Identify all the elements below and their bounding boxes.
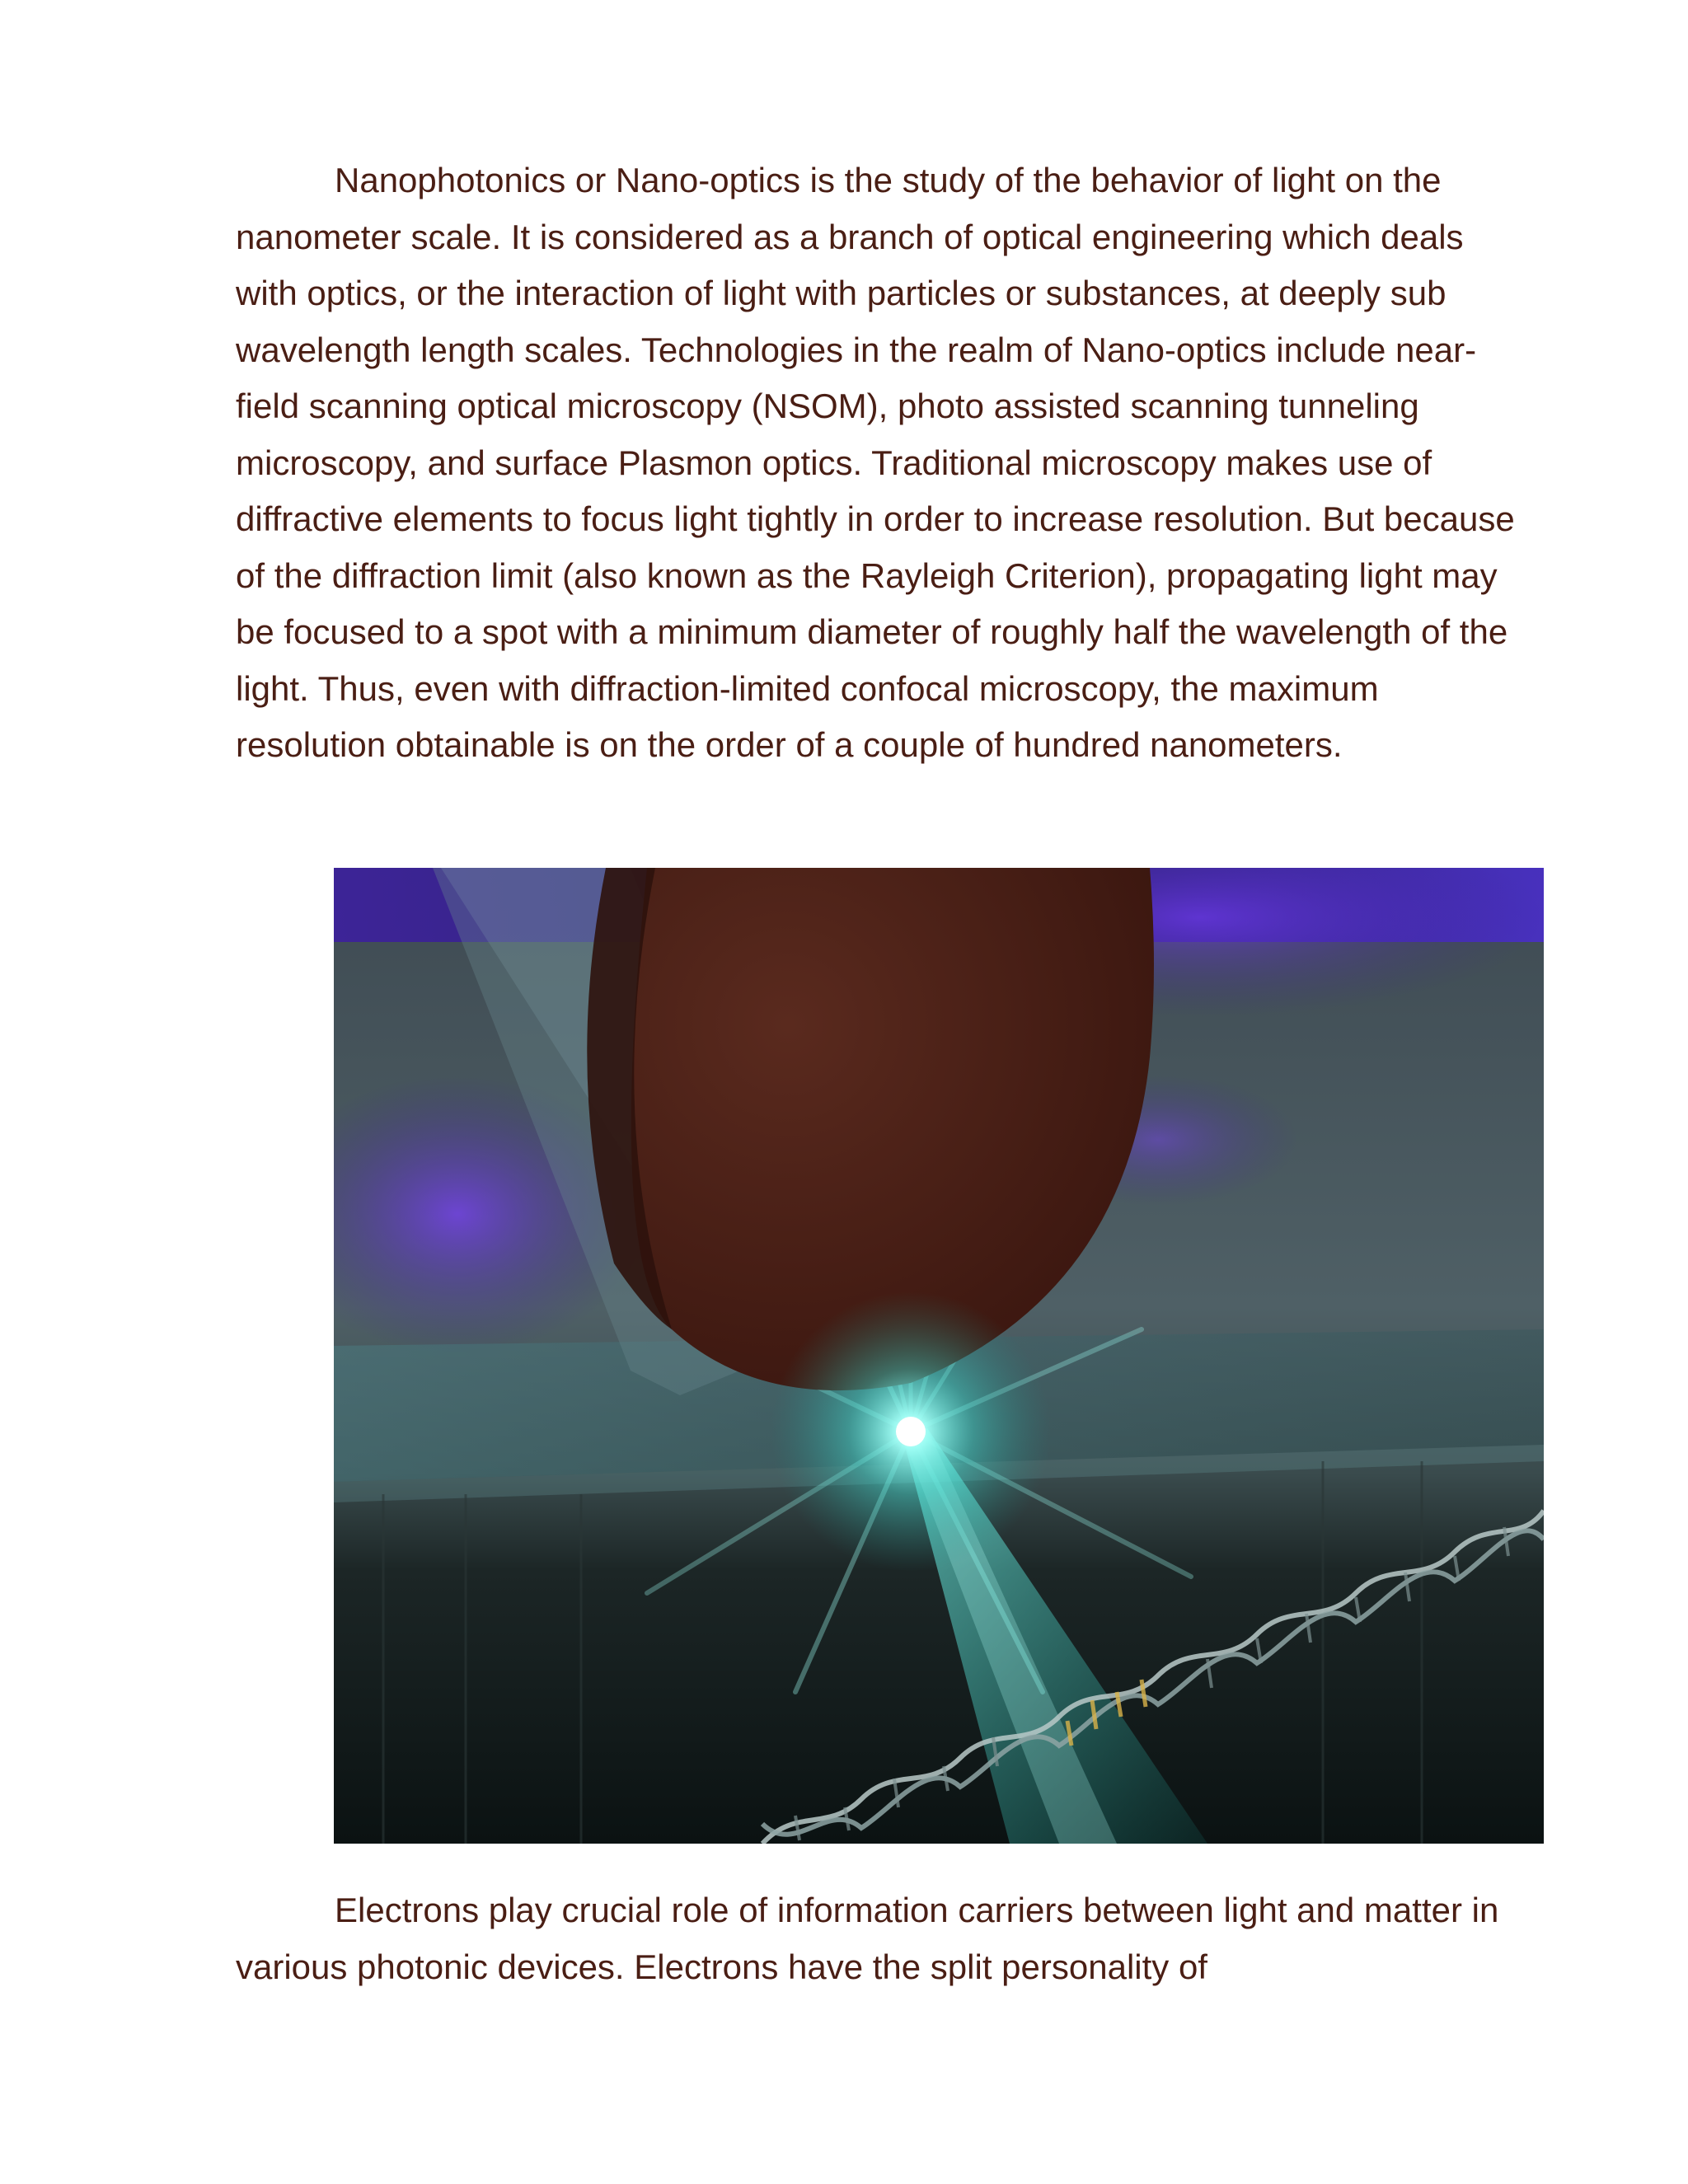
paragraph-2: [236, 1882, 1522, 1995]
paragraph-2-text: Electrons play crucial role of information carriers between light and matter in various photonic devices. Electrons have the split personality of: [236, 1891, 1499, 1986]
paragraph-1: [236, 152, 1522, 774]
paragraph-1-text: Nanophotonics or Nano-optics is the study of the behavior of light on the nanometer scale. It is considered as a branch of optical engineering which deals with optics, or the interaction of light with particles or substances, at deeply sub wavelength length scales. Technologies in the realm of Nano-optics include near-field scanning optical microscopy (NSOM), photo assisted scanning tunneling microscopy, and surface Plasmon optics. Traditional microscopy makes use of diffractive elements to focus light tightly in order to increase resolution. But because of the diffraction limit (also known as the Rayleigh Criterion), propagating light may be focused to a spot with a minimum diameter of roughly half the wavelength of the light. Thus, even with diffraction-limited confocal microscopy, the maximum resolution obtainable is on the order of a couple of hundred nanometers.: [236, 161, 1515, 764]
nsom-probe-illustration: [334, 868, 1544, 1844]
